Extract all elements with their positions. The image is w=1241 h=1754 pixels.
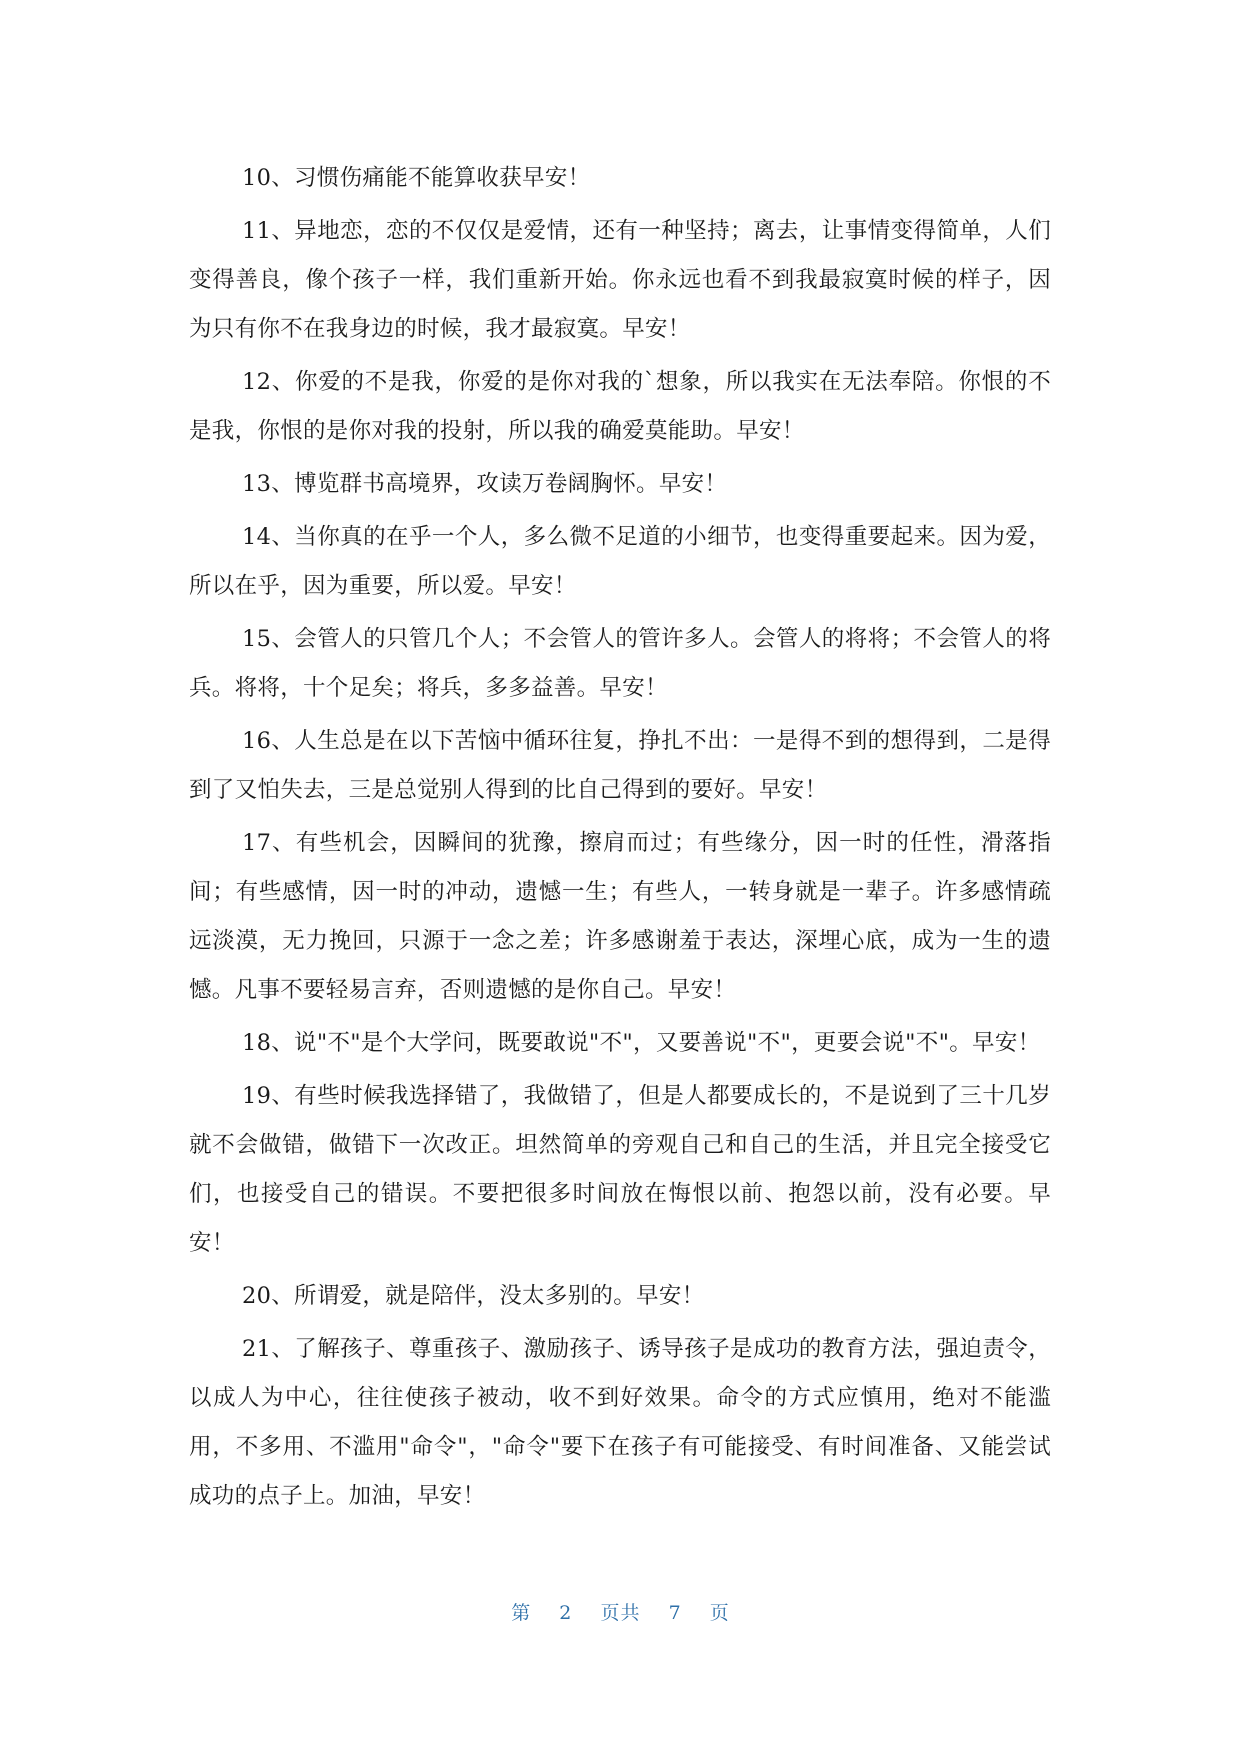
paragraph-11: 11、异地恋，恋的不仅仅是爱情，还有一种坚持；离去，让事情变得简单，人们变得善良，像个孩子一样，我们重新开始。你永远也看不到我最寂寞时候的样子，因为只有你不在我身边的时候，我才最寂寞。早安！	[189, 218, 1051, 342]
paragraph-18: 18、说"不"是个大学问，既要敢说"不"，又要善说"不"，更要会说"不"。早安！	[242, 1030, 1041, 1056]
paragraph-21: 21、了解孩子、尊重孩子、激励孩子、诱导孩子是成功的教育方法，强迫责令，以成人为中心，往往使孩子被动，收不到好效果。命令的方式应慎用，绝对不能滥用，不多用、不滥用"命令"，"命令"要下在孩子有可能接受、有时间准备、又能尝试成功的点子上。加油，早安！	[189, 1336, 1051, 1509]
footer-prefix: 第	[511, 1602, 532, 1624]
paragraph-12: 12、你爱的不是我，你爱的是你对我的`想象，所以我实在无法奉陪。你恨的不是我，你恨的是你对我的投射，所以我的确爱莫能助。早安！	[189, 369, 1051, 444]
paragraph-10: 10、习惯伤痛能不能算收获早安！	[242, 165, 591, 191]
paragraph-16: 16、人生总是在以下苦恼中循环往复，挣扎不出：一是得不到的想得到，二是得到了又怕失去，三是总觉别人得到的比自己得到的要好。早安！	[189, 728, 1051, 803]
page-footer	[0, 1598, 1241, 1625]
paragraph-20: 20、所谓爱，就是陪伴，没太多别的。早安！	[242, 1283, 705, 1309]
paragraph-15: 15、会管人的只管几个人；不会管人的管许多人。会管人的将将；不会管人的将兵。将将，十个足矣；将兵，多多益善。早安！	[189, 626, 1051, 701]
footer-current-page: 2	[559, 1602, 573, 1624]
paragraph-17: 17、有些机会，因瞬间的犹豫，擦肩而过；有些缘分，因一时的任性，滑落指间；有些感情，因一时的冲动，遗憾一生；有些人，一转身就是一辈子。许多感情疏远淡漠，无力挽回，只源于一念之差；许多感谢羞于表达，深埋心底，成为一生的遗憾。凡事不要轻易言弃，否则遗憾的是你自己。早安！	[189, 830, 1051, 1003]
paragraph-13: 13、博览群书高境界，攻读万卷阔胸怀。早安！	[242, 471, 728, 497]
paragraph-14: 14、当你真的在乎一个人，多么微不足道的小细节，也变得重要起来。因为爱，所以在乎，因为重要，所以爱。早安！	[189, 524, 1051, 599]
footer-suffix: 页	[709, 1602, 730, 1624]
paragraph-19: 19、有些时候我选择错了，我做错了，但是人都要成长的，不是说到了三十几岁就不会做错，做错下一次改正。坦然简单的旁观自己和自己的生活，并且完全接受它们，也接受自己的错误。不要把很多时间放在悔恨以前、抱怨以前，没有必要。早安！	[189, 1083, 1051, 1256]
footer-total-pages: 7	[668, 1602, 682, 1624]
footer-middle: 页共	[600, 1602, 641, 1624]
document-body	[189, 154, 1051, 1525]
